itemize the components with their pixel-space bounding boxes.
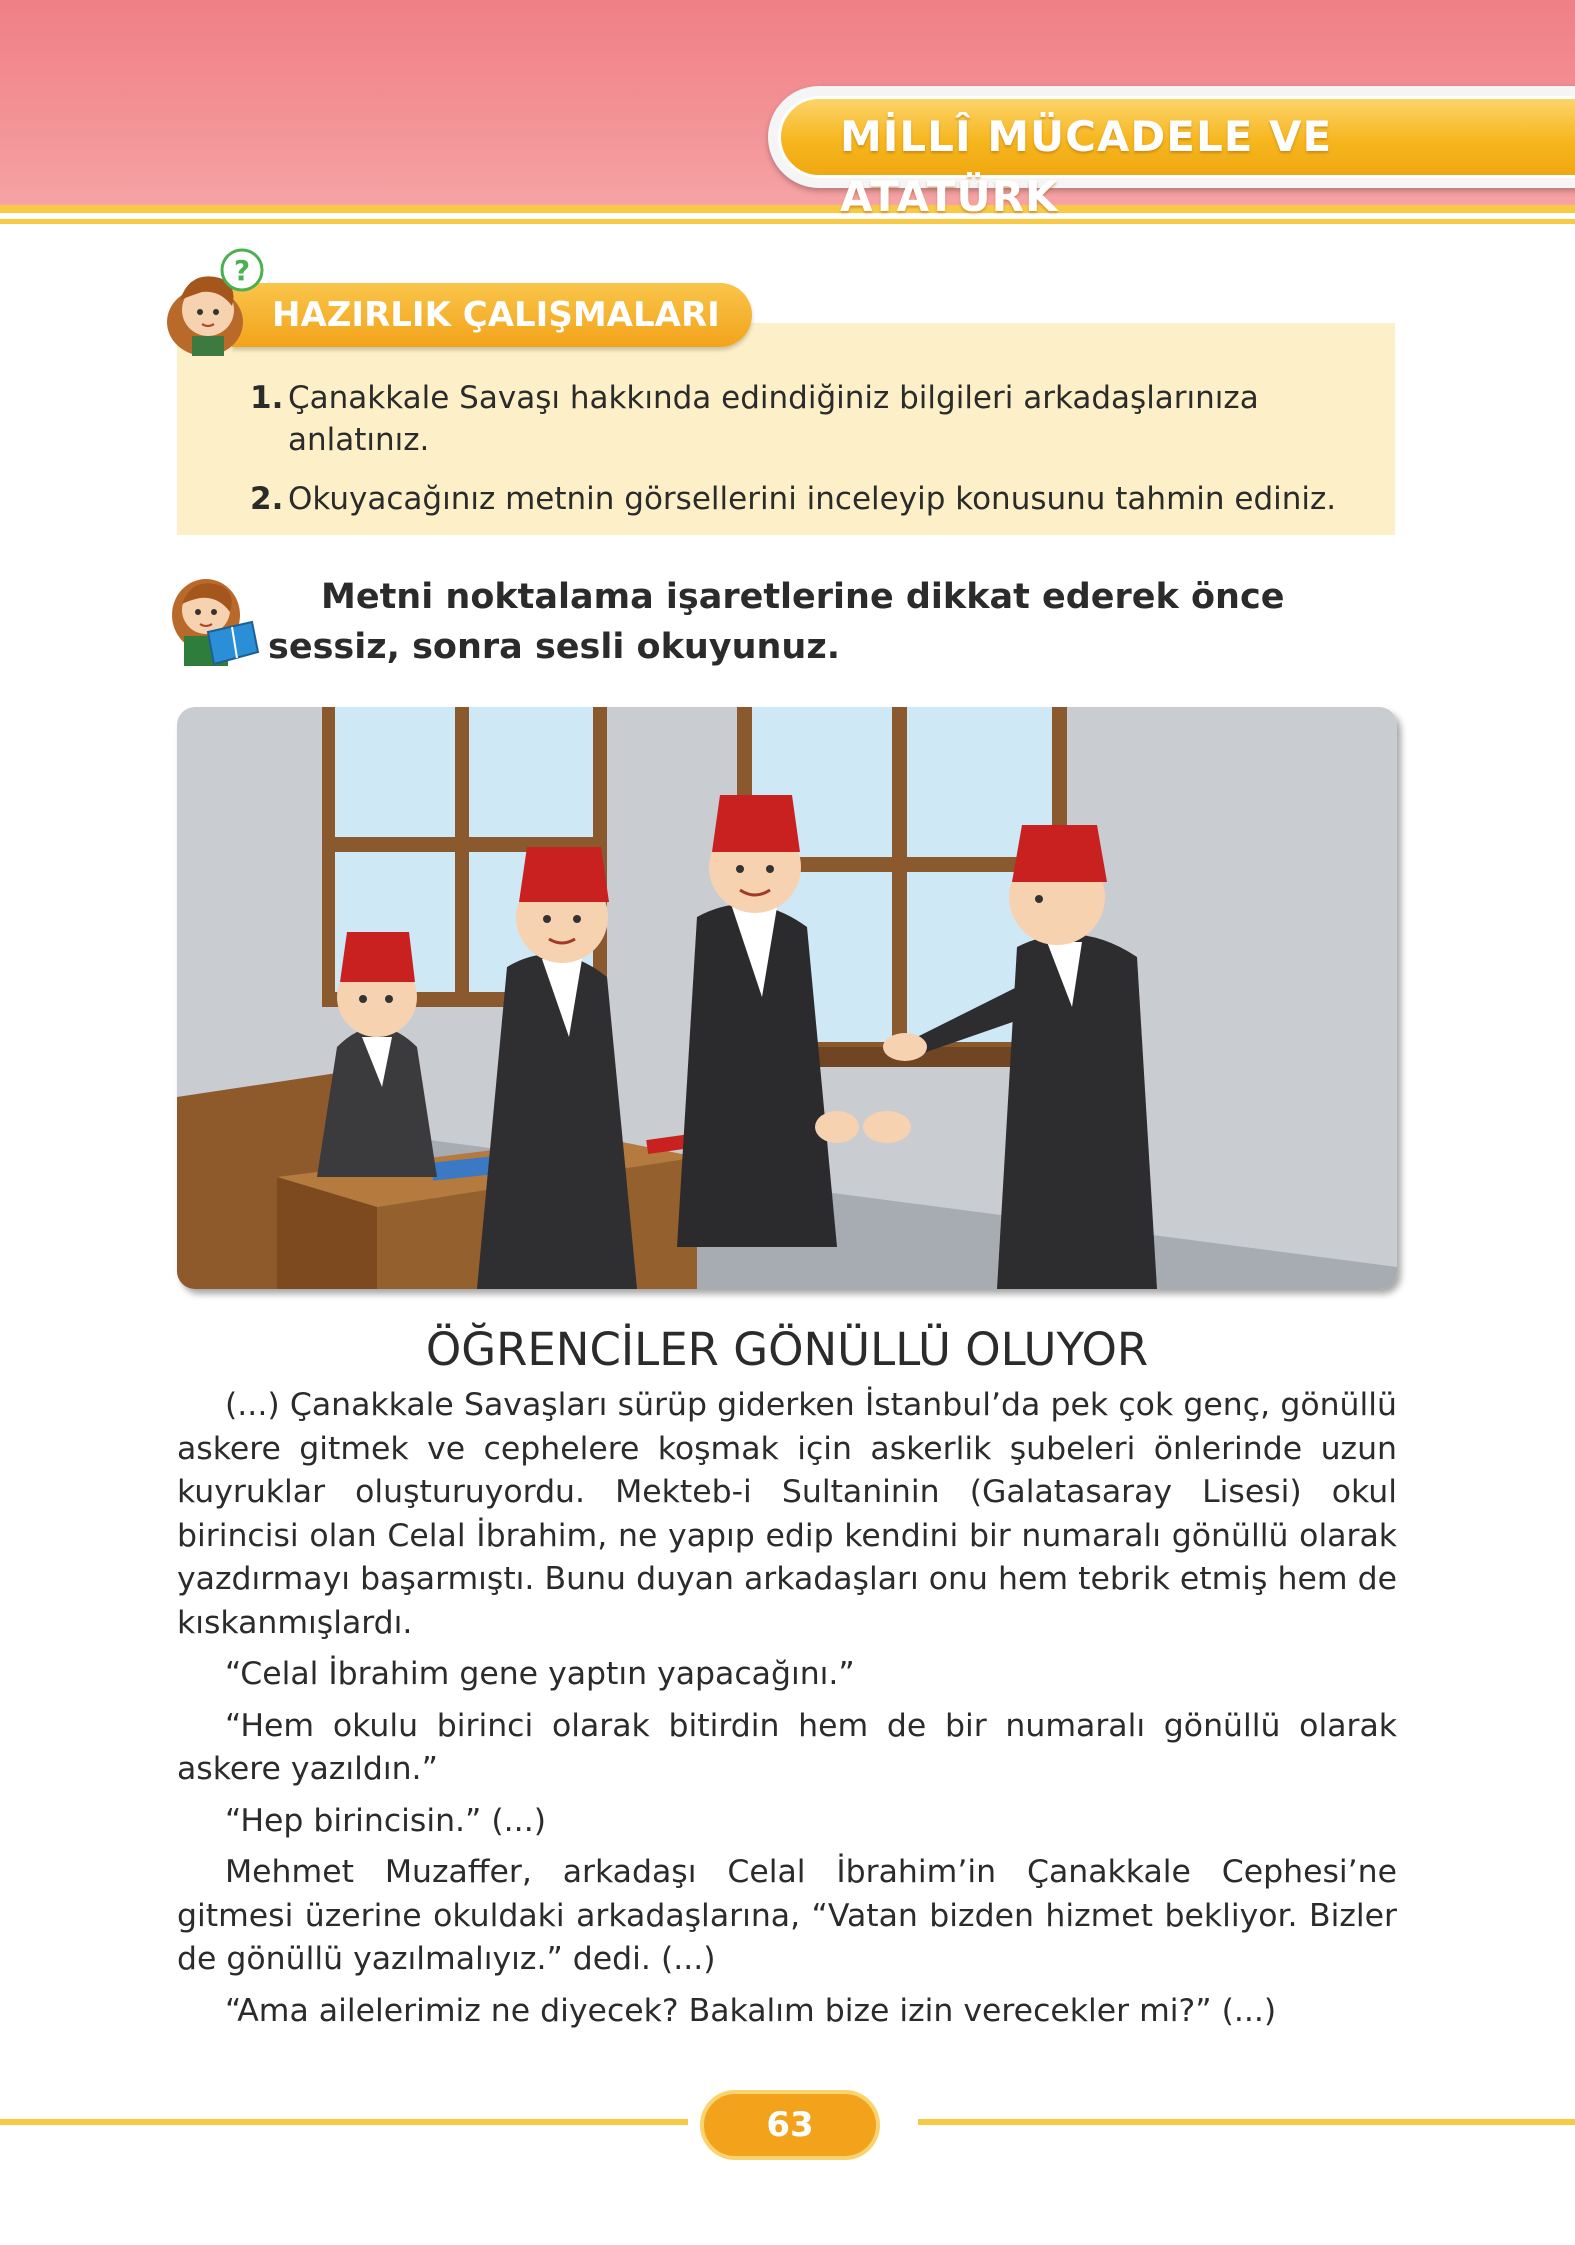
reading-girl-icon [148,560,278,675]
reading-instruction: Metni noktalama işaretlerine dikkat ederek önce sessiz, sonra sesli okuyunuz. [268,577,1285,667]
page-number: 63 [766,2105,814,2145]
footer-rule-right [918,2119,1575,2125]
students-in-classroom-image [177,707,1397,1289]
preparation-item-number: 2. [250,481,284,517]
header-rule-thick [0,205,1575,213]
story-paragraph: “Hem okulu birinci olarak bitirdin hem de bir numaralı gönüllü olarak askere yazıldın.” [177,1707,1397,1787]
story-paragraph: Mehmet Muzaffer, arkadaşı Celal İbrahim’in Çanakkale Cephesi’ne gitmesi üzerine okuldaki arkadaşlarına, “Vatan bizden hizmet bekliyor. Bizler de gönüllü yazılmalıyız.” dedi. (...) [177,1854,1397,1977]
preparation-item [252,478,1372,520]
classroom-illustration [177,707,1397,1289]
footer-rule-left [0,2119,688,2125]
preparation-item-number: 1. [250,380,284,416]
svg-text:?: ? [233,254,251,287]
story-paragraph: “Hep birincisin.” (...) [225,1802,546,1839]
story-paragraph: “Celal İbrahim gene yaptın yapacağını.” [225,1656,855,1692]
header-rule-thin [0,219,1575,224]
story-paragraph: (...) Çanakkale Savaşları sürüp giderken İstanbul’da pek çok genç, gönüllü askere gitmek ve cephelere koşmak için askerlik şubeleri önlerinde uzun kuyruklar oluşturuyordu. Mekteb-i Sultaninin (Galatasaray Lisesi) okul birincisi olan Celal İbrahim, ne yapıp edip kendini bir numaralı gönüllü olarak yazdırmayı başarmıştı. Bunu duyan arkadaşları onu hem tebrik etmiş hem de kıskanmışlardı. [177,1387,1397,1641]
preparation-title: HAZIRLIK ÇALIŞMALARI [272,295,720,335]
story-paragraph: “Ama ailelerimiz ne diyecek? Bakalım bize izin verecekler mi?” (...) [225,1992,1277,2029]
preparation-item-text: Okuyacağınız metnin görsellerini inceleyip konusunu tahmin ediniz. [288,481,1337,517]
chapter-title: MİLLÎ MÜCADELE VE ATATÜRK [840,112,1333,221]
preparation-item-text: Çanakkale Savaşı hakkında edindiğiniz bilgileri arkadaşlarınıza anlatınız. [288,380,1259,458]
story-body [177,1384,1397,2041]
thinking-girl-icon [150,240,280,360]
preparation-item [252,377,1372,461]
story-title: ÖĞRENCİLER GÖNÜLLÜ OLUYOR [425,1323,1149,1376]
